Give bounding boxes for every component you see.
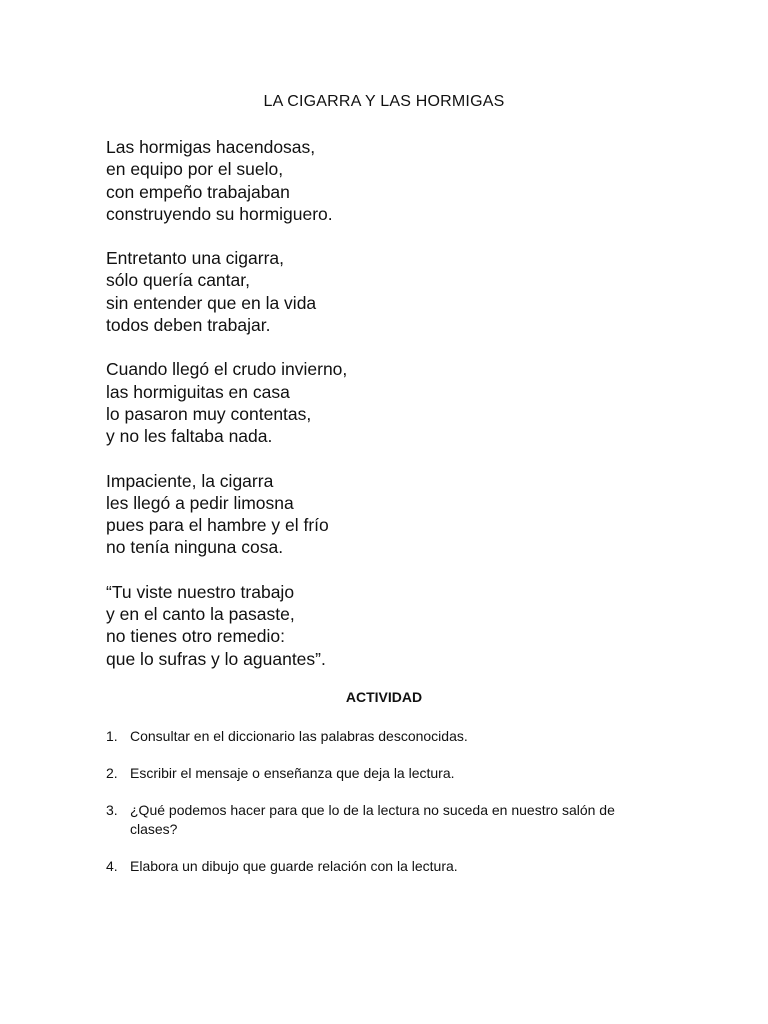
poem-line: sin entender que en la vida xyxy=(106,292,317,313)
activity-number: 1. xyxy=(106,728,118,744)
document-title: LA CIGARRA Y LAS HORMIGAS xyxy=(263,93,505,110)
poem-line: las hormiguitas en casa xyxy=(106,381,290,402)
poem-line: sólo quería cantar, xyxy=(106,270,250,291)
poem xyxy=(106,136,666,692)
poem-line: que lo sufras y lo aguantes”. xyxy=(106,648,326,669)
poem-line: Cuando llegó el crudo invierno, xyxy=(106,359,348,380)
poem-stanza-5 xyxy=(106,581,666,670)
poem-stanza-3 xyxy=(106,358,666,447)
activity-text: Elabora un dibujo que guarde relación con la lectura. xyxy=(130,858,458,874)
poem-line: y en el canto la pasaste, xyxy=(106,604,295,625)
activity-list xyxy=(106,727,666,894)
poem-stanza-2 xyxy=(106,247,666,336)
activity-number: 3. xyxy=(106,802,118,818)
poem-stanza-4 xyxy=(106,470,666,559)
poem-line: Impaciente, la cigarra xyxy=(106,470,274,491)
poem-line: Entretanto una cigarra, xyxy=(106,248,285,269)
poem-line: pues para el hambre y el frío xyxy=(106,515,329,536)
poem-line: les llegó a pedir limosna xyxy=(106,492,294,513)
poem-line: lo pasaron muy contentas, xyxy=(106,403,312,424)
poem-line: Las hormigas hacendosas, xyxy=(106,137,316,157)
poem-line: en equipo por el suelo, xyxy=(106,159,284,180)
poem-line: no tenía ninguna cosa. xyxy=(106,537,284,558)
poem-line: “Tu viste nuestro trabajo xyxy=(106,581,295,602)
activity-item xyxy=(106,857,666,876)
activity-number: 2. xyxy=(106,765,118,781)
poem-line: construyendo su hormiguero. xyxy=(106,203,333,224)
activity-heading: ACTIVIDAD xyxy=(345,689,423,705)
activity-text: ¿Qué podemos hacer para que lo de la lectura no suceda en nuestro salón de clases? xyxy=(130,802,615,837)
activity-text: Consultar en el diccionario las palabras desconocidas. xyxy=(130,728,468,744)
poem-line: todos deben trabajar. xyxy=(106,315,271,336)
poem-line: no tienes otro remedio: xyxy=(106,626,285,647)
activity-number: 4. xyxy=(106,858,118,874)
activity-item xyxy=(106,801,666,839)
activity-item xyxy=(106,727,666,746)
activity-text: Escribir el mensaje o enseñanza que deja la lectura. xyxy=(130,765,455,781)
poem-line: y no les faltaba nada. xyxy=(106,426,273,447)
poem-stanza-1 xyxy=(106,136,666,225)
poem-line: con empeño trabajaban xyxy=(106,181,290,202)
activity-item xyxy=(106,764,666,783)
